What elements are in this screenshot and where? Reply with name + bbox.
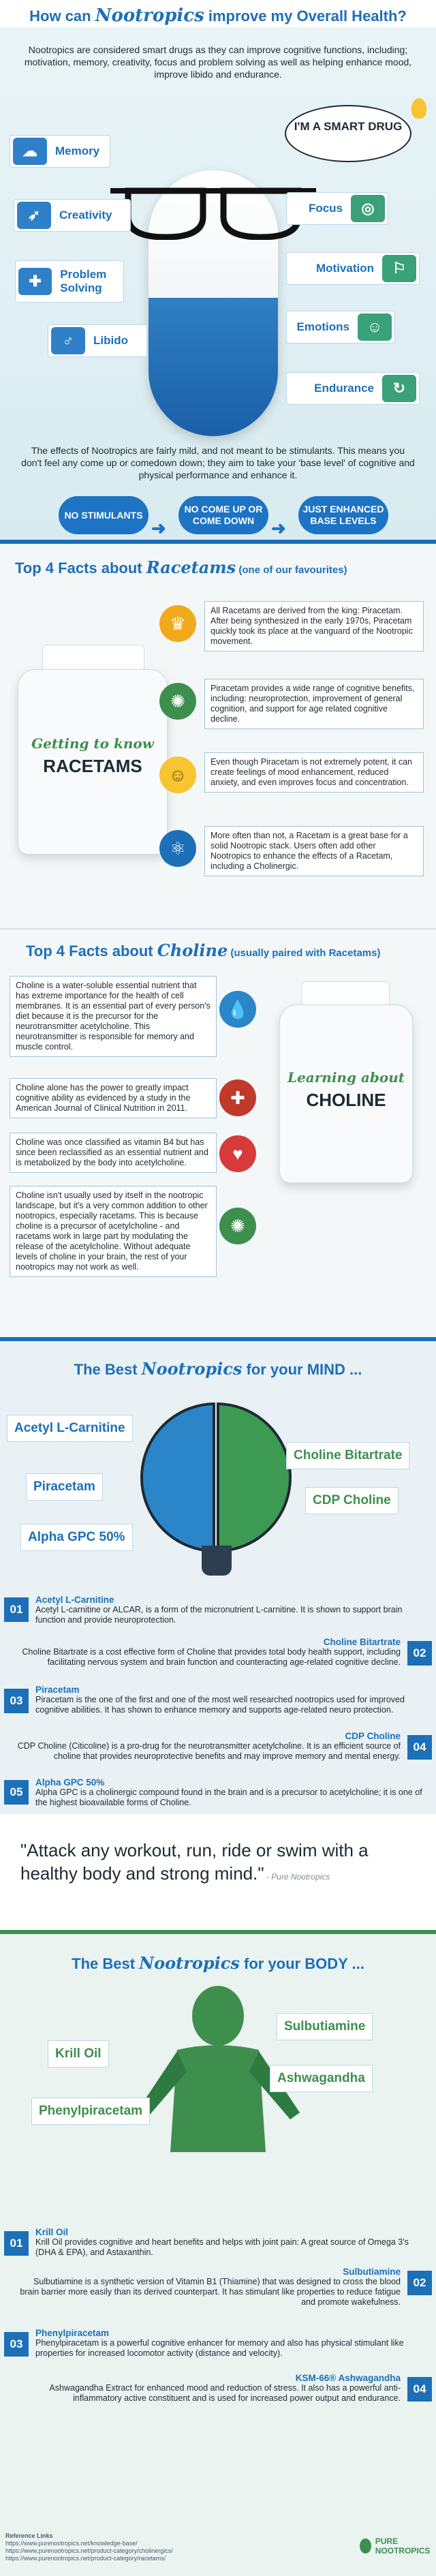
body-title-suffix: for your BODY ... — [239, 1955, 364, 1972]
mind-badge-02: 02 — [407, 1641, 432, 1666]
rocket-icon: ➶ — [17, 202, 51, 229]
bottle-script: Learning about — [287, 1069, 405, 1086]
brain-dots-icon: ✺ — [159, 683, 196, 720]
body-item-name: KSM-66® Ashwagandha — [295, 2373, 401, 2383]
body-item-3 — [35, 2328, 424, 2359]
mind-item-name: Piracetam — [35, 1685, 80, 1695]
mind-item-text: Choline Bitartrate is a cost effective form of Choline that provides total body health support, including facilitating nervous system and brain function and counteracting age-related cognitive decline. — [22, 1647, 401, 1667]
mind-section — [0, 1337, 436, 1814]
brain-stem — [202, 1546, 232, 1576]
mind-label-piracetam: Piracetam — [26, 1473, 103, 1501]
mind-item-3 — [35, 1685, 424, 1715]
mind-badge-04: 04 — [407, 1735, 432, 1760]
mind-label-choline-bitartrate: Choline Bitartrate — [286, 1442, 409, 1469]
brain-right-hemisphere — [217, 1402, 292, 1552]
intro-title — [0, 0, 436, 27]
cloud-icon: ☁ — [13, 138, 47, 165]
bottle-cap — [301, 981, 390, 1007]
bottle-name: CHOLINE — [306, 1090, 386, 1110]
body-item-text: Krill Oil provides cognitive and heart benefits and helps with joint pain: A great source of Omega 3's (DHA & EPA), and Astaxanthin. — [35, 2237, 409, 2257]
ref-link[interactable]: https://www.purenootropics.net/product-category/cholinergics/ — [5, 2547, 173, 2554]
body-item-4 — [12, 2373, 401, 2404]
racetams-title-sub: (one of our favourites) — [236, 564, 347, 576]
benefit-endurance — [286, 372, 420, 405]
body-badge-02: 02 — [407, 2271, 432, 2295]
mind-item-text: CDP Choline (Citicoline) is a pro-drug for the neurotransmitter acetylcholine. It is an efficient source of choline that provides neuroprotective benefits and may improve memory and mental energy. — [17, 1741, 401, 1761]
mind-item-name: CDP Choline — [345, 1731, 401, 1741]
benefit-label: Focus — [308, 202, 343, 215]
benefit-label: Endurance — [314, 382, 374, 395]
brain-left-hemisphere — [140, 1402, 215, 1552]
mind-item-name: Choline Bitartrate — [323, 1637, 401, 1647]
running-person-icon: ⚐ — [382, 255, 416, 282]
mind-item-name: Alpha GPC 50% — [35, 1777, 105, 1788]
benefit-label: Emotions — [296, 320, 349, 333]
body-item-name: Sulbutiamine — [343, 2267, 401, 2277]
benefit-libido — [48, 324, 147, 357]
arrow-right-icon: ➜ — [271, 518, 286, 538]
benefit-memory — [10, 135, 110, 168]
crown-icon: ♛ — [159, 605, 196, 642]
brain-icon: ✺ — [219, 1208, 256, 1244]
pill-bottle-icon: ✚ — [219, 1079, 256, 1116]
logo-mark-icon — [360, 2539, 371, 2554]
benefit-label: Problem Solving — [60, 268, 107, 294]
quote-text: "Attack any workout, run, ride or swim with a healthy body and strong mind." — [20, 1840, 369, 1884]
body-label-sulbutiamine: Sulbutiamine — [277, 2013, 373, 2040]
benefit-focus — [286, 192, 388, 225]
intro-title-suffix: improve my Overall Health? — [204, 7, 407, 25]
logo-text: PURE NOOTROPICS — [375, 2536, 431, 2556]
pure-nootropics-logo — [360, 2536, 436, 2556]
body-label-phenylpiracetam: Phenylpiracetam — [31, 2098, 150, 2125]
benefit-motivation — [286, 252, 420, 285]
body-item-2 — [12, 2267, 401, 2307]
mind-title-script: Nootropics — [141, 1359, 243, 1379]
smiley-face-icon: ☺ — [159, 756, 196, 793]
racetams-title-prefix: Top 4 Facts about — [15, 559, 146, 577]
body-label-krill-oil: Krill Oil — [48, 2040, 109, 2068]
mind-item-1 — [35, 1595, 424, 1625]
mind-title-prefix: The Best — [74, 1361, 142, 1378]
choline-fact-3: Choline was once classified as vitamin B4 but has since been reclassified as an essential nutrient and is metabolized by the body into acetylcholine. — [10, 1133, 217, 1173]
body-item-name: Phenylpiracetam — [35, 2328, 110, 2338]
choline-fact-1: Choline is a water-soluble essential nutrient that has extreme importance for the health of cell membranes. It is an essential part of every person's diet because it is the precursor for the neurotransmitter acetylcholine. This neurotransmitter is responsible for memory and muscle control. — [10, 976, 217, 1057]
effects-text: The effects of Nootropics are fairly mild, and not meant to be stimulants. This means you don't feel any come up or comedown down; they aim to take your 'base level' of cognitive and physical performance and enhance it. — [21, 445, 415, 480]
benefit-label: Creativity — [59, 209, 112, 221]
body-item-text: Sulbutiamine is a synthetic version of Vitamin B1 (Thiamine) that was designed to cross the blood brain barrier more easily than its derived counterpart. It has stimulant like properties to reduce fatigue and promote wakefulness. — [20, 2277, 401, 2307]
benefit-emotions — [286, 311, 395, 343]
body-section — [0, 1930, 436, 2576]
mind-badge-01: 01 — [4, 1597, 29, 1622]
quote-source: - Pure Nootropics — [264, 1872, 330, 1882]
mind-item-5 — [35, 1777, 424, 1808]
intro-title-script: Nootropics — [95, 5, 204, 26]
benefit-label: Libido — [93, 334, 128, 347]
quote-section — [0, 1814, 436, 1930]
male-symbol-icon: ♂ — [51, 327, 85, 354]
benefit-problem-solving — [15, 260, 124, 303]
bottle-script: Getting to know — [31, 735, 154, 752]
ref-link[interactable]: https://www.purenootropics.net/knowledge-base/ — [5, 2540, 138, 2547]
molecule-icon: ⚛ — [159, 830, 196, 867]
choline-title-sub: (usually paired with Racetams) — [228, 947, 381, 959]
benefit-creativity — [14, 199, 131, 232]
mind-item-4 — [12, 1731, 401, 1762]
mind-item-text: Acetyl L-carnitine or ALCAR, is a form of the micronutrient L-carnitine. It is shown to support brain function and provide neuroprotection. — [35, 1605, 403, 1625]
choline-bottle — [279, 1005, 413, 1183]
refs-title: Reference Links — [5, 2532, 53, 2539]
choline-title — [26, 940, 380, 960]
circle-no-come-up: NO COME UP OR COME DOWN — [178, 496, 268, 534]
target-icon: ◎ — [351, 195, 385, 222]
arrow-right-icon: ➜ — [151, 518, 166, 538]
loop-icon: ↻ — [382, 375, 416, 402]
body-badge-01: 01 — [4, 2231, 29, 2256]
quote — [20, 1839, 416, 1888]
smiley-icon: ☺ — [358, 313, 392, 341]
circle-no-stimulants: NO STIMULANTS — [59, 496, 149, 534]
mind-label-alcar: Acetyl L-Carnitine — [7, 1415, 133, 1442]
mind-item-text: Piracetam is the one of the first and one of the most well researched nootropics used for improved cognitive abilities. It has shown to enhance memory and supports age-related neuro protection. — [35, 1695, 405, 1715]
racetams-title-script: Racetams — [146, 557, 236, 577]
water-drop-icon: 💧 — [219, 991, 256, 1028]
lightbulb-icon — [411, 98, 426, 119]
mind-title-suffix: for your MIND ... — [242, 1361, 362, 1378]
bottle-cap — [42, 645, 144, 672]
benefit-label: Motivation — [316, 262, 374, 275]
choline-section — [0, 928, 436, 1337]
racetam-fact-2: Piracetam provides a wide range of cognitive benefits, including: neuroprotection, improvement of general cognition, and support for age related cognitive decline. — [204, 679, 424, 729]
ref-link[interactable]: https://www.purenootropics.net/product-category/racetams/ — [5, 2555, 166, 2562]
body-item-text: Ashwagandha Extract for enhanced mood and reduction of stress. It also has a powerful anti-inflammatory active constituent and is used for increased power output and endurance. — [49, 2383, 401, 2403]
body-label-ashwagandha: Ashwagandha — [270, 2065, 373, 2092]
intro-title-prefix: How can — [29, 7, 95, 25]
body-title-script: Nootropics — [139, 1953, 240, 1973]
puzzle-icon: ✚ — [18, 268, 52, 295]
mind-title — [0, 1359, 436, 1379]
heart-icon: ♥ — [219, 1135, 256, 1172]
racetams-bottle — [18, 669, 168, 855]
body-item-text: Phenylpiracetam is a powerful cognitive enhancer for memory and also has physical stimulant like properties for increased locomotor activity (distance and velocity). — [35, 2338, 404, 2358]
intro-description: Nootropics are considered smart drugs as they can improve cognitive functions, including; motivation, memory, creativity, focus and problem solving as well as helping enhance mood, improve libido and endurance. — [24, 44, 412, 80]
choline-title-prefix: Top 4 Facts about — [26, 942, 157, 960]
body-title-prefix: The Best — [72, 1955, 140, 1972]
bottle-name: RACETAMS — [43, 756, 142, 776]
circle-enhanced-base: JUST ENHANCED BASE LEVELS — [298, 496, 388, 534]
choline-title-script: Choline — [157, 940, 228, 960]
mind-item-2 — [12, 1637, 401, 1668]
body-title — [0, 1953, 436, 1973]
choline-fact-4: Choline isn't usually used by itself in the nootropic landscape, but it's a very common addition to other nootropics, especially racetams. This is because choline is a precursor of acetylcholine - and racetams work in large part by modulating the release of the acetylcholine. Without adequate levels of choline in your brain, the rest of your nootropics may not work as well. — [10, 1186, 217, 1277]
racetams-section — [0, 540, 436, 928]
mind-item-name: Acetyl L-Carnitine — [35, 1595, 114, 1605]
body-badge-04: 04 — [407, 2377, 432, 2402]
reference-links — [5, 2532, 305, 2562]
body-item-1 — [35, 2227, 424, 2258]
body-item-name: Krill Oil — [35, 2227, 69, 2237]
choline-fact-2: Choline alone has the power to greatly impact cognitive ability as evidenced by a study in the American Journal of Clinical Nutrition in 2011. — [10, 1078, 217, 1118]
benefit-label: Memory — [55, 144, 100, 157]
mind-item-text: Alpha GPC is a cholinergic compound found in the brain and is a precursor to acetylcholine; it is one of the highest bioavailable forms of Choline. — [35, 1788, 422, 1807]
mind-badge-03: 03 — [4, 1689, 29, 1713]
mind-badge-05: 05 — [4, 1780, 29, 1805]
racetam-fact-3: Even though Piracetam is not extremely potent, it can create feelings of mood enhancement, reduced anxiety, and even improves focus and concentration. — [204, 752, 424, 793]
speech-bubble: I'M A SMART DRUG — [285, 105, 411, 162]
racetams-title — [15, 557, 347, 577]
racetam-fact-1: All Racetams are derived from the king: Piracetam. After being synthesized in the early 1970s, Piracetam quickly took its place at the vanguard of the Nootropic movement. — [204, 601, 424, 651]
mind-label-alpha-gpc: Alpha GPC 50% — [20, 1524, 133, 1551]
racetam-fact-4: More often than not, a Racetam is a great base for a solid Nootropic stack. Users often add other Nootropics to enhance the effects of a Racetam, including a Cholinergic. — [204, 826, 424, 876]
body-badge-03: 03 — [4, 2332, 29, 2357]
mind-label-cdp-choline: CDP Choline — [305, 1487, 399, 1514]
intro-section — [0, 0, 436, 540]
